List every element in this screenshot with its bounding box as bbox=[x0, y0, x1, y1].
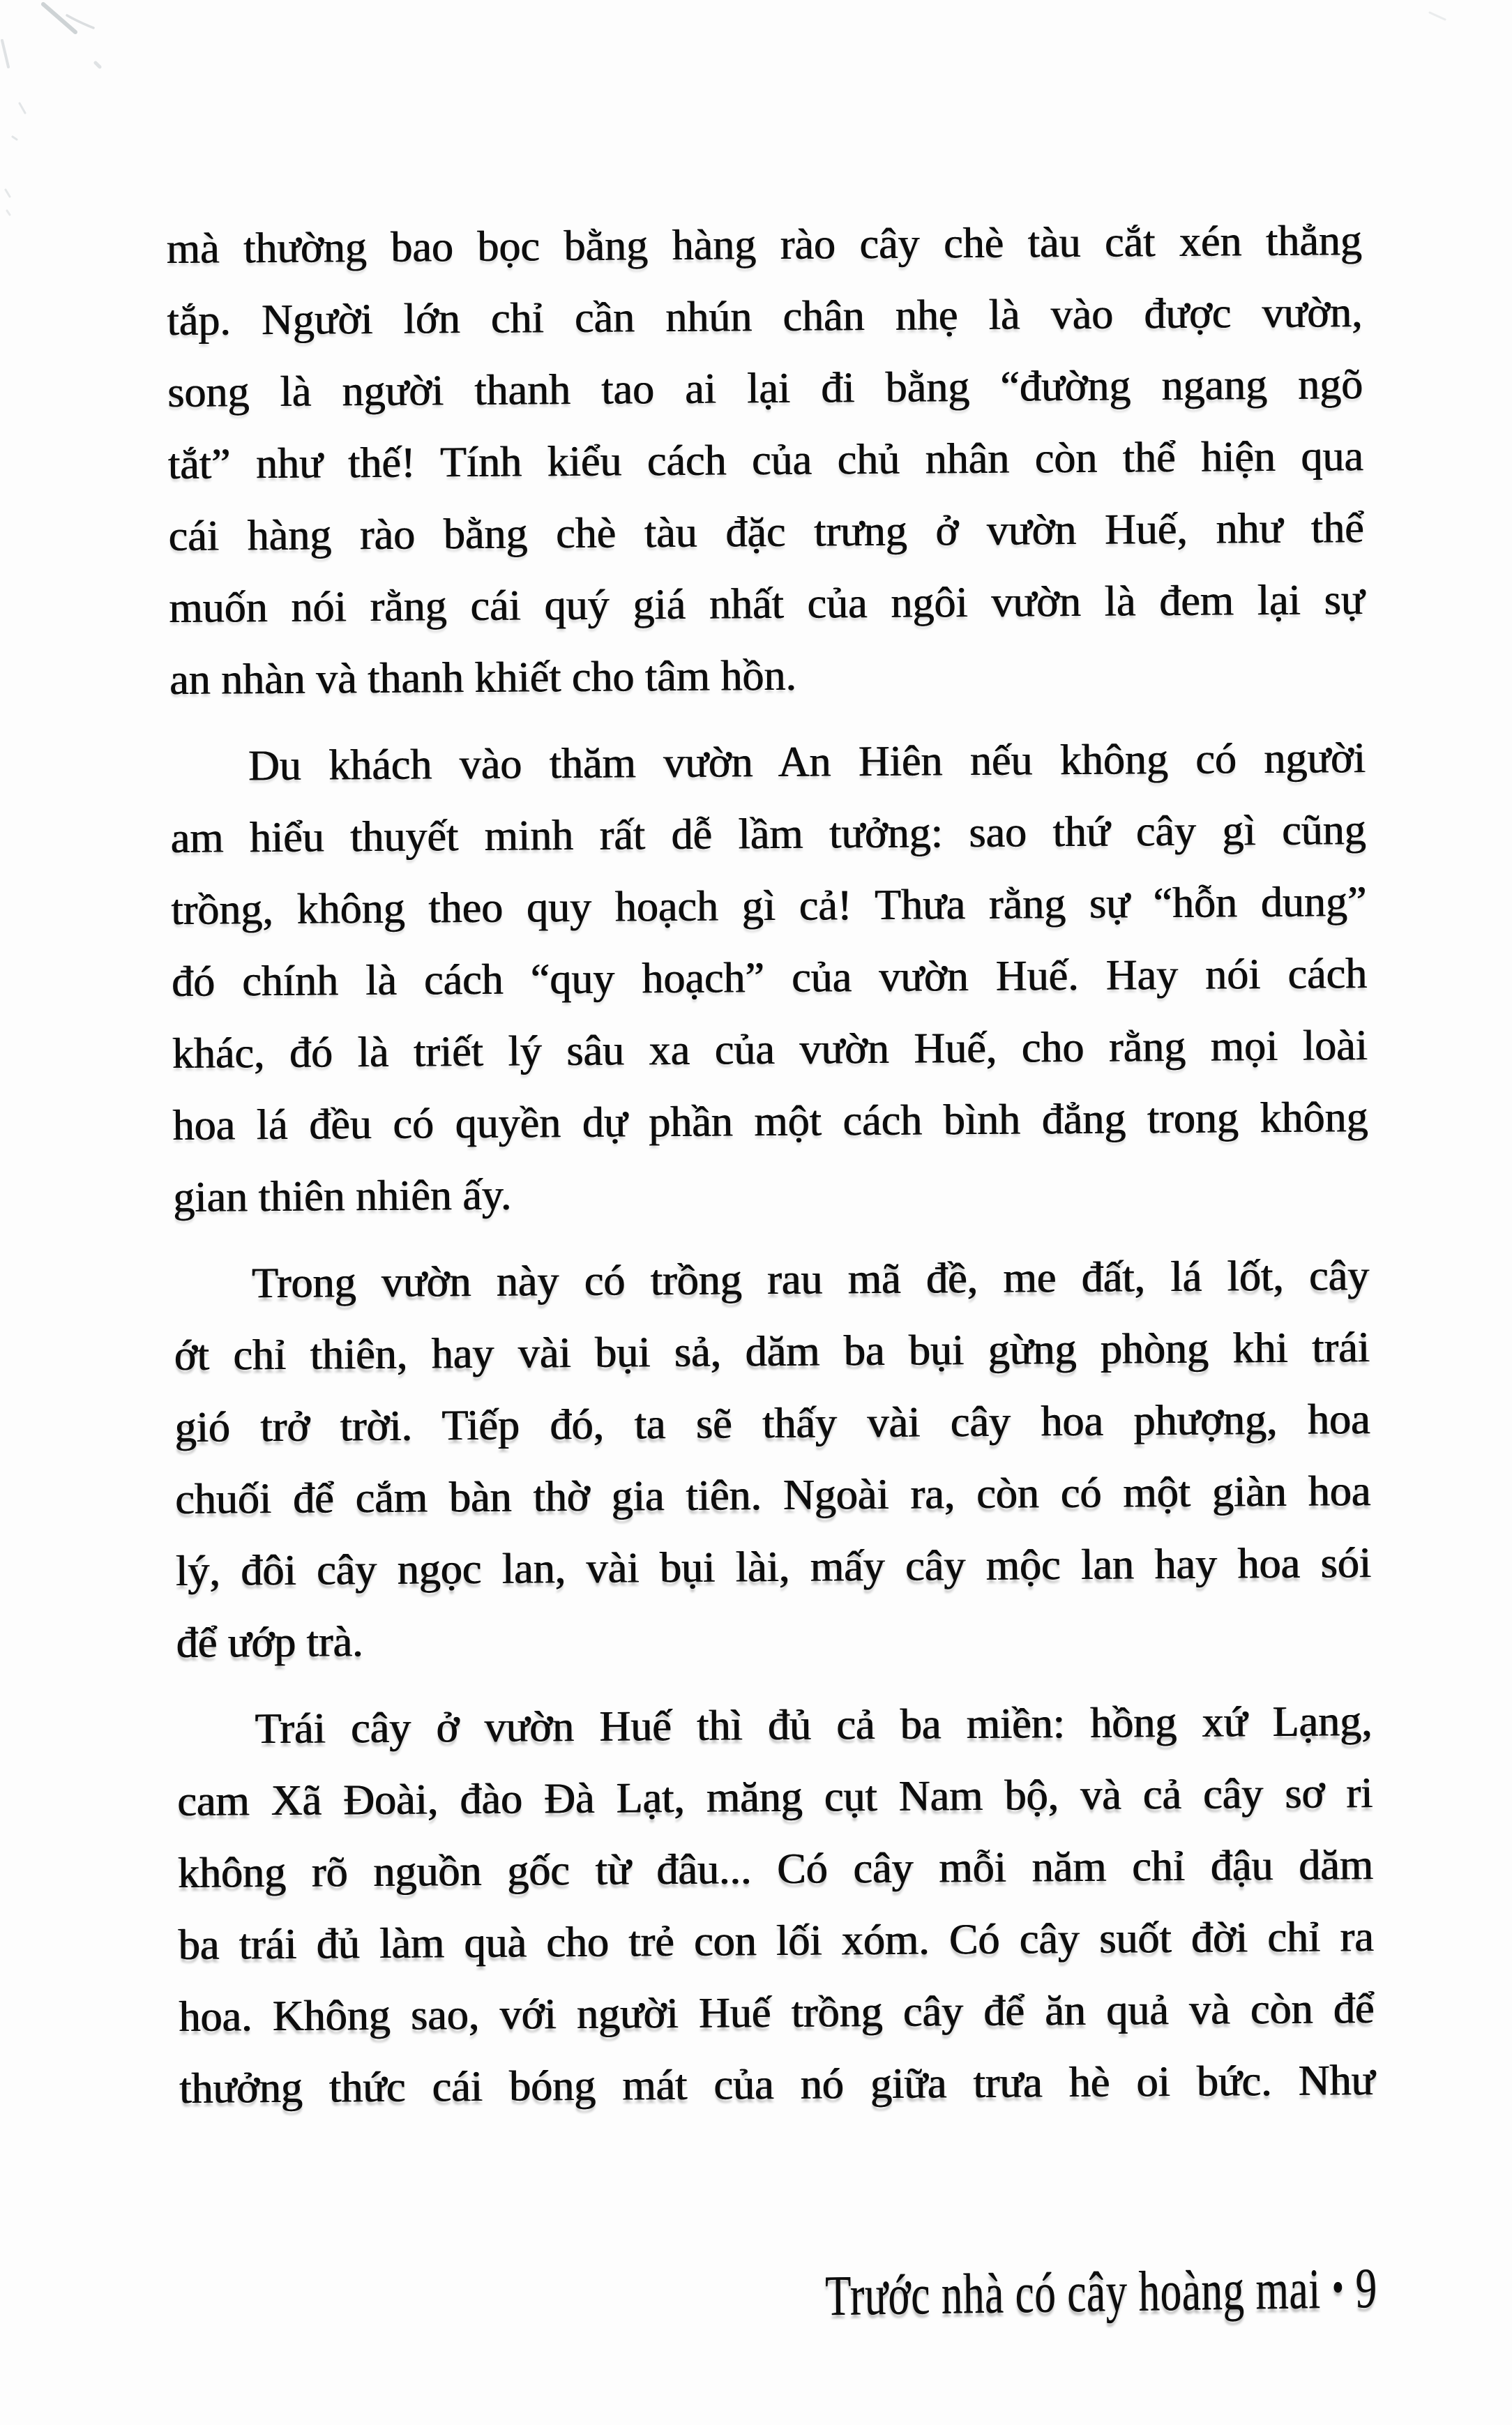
text-line: tắt” như thế! Tính kiểu cách của chủ nhân còn thể hiện qua bbox=[167, 432, 1364, 489]
text-line: ớt chỉ thiên, hay vài bụi sả, dăm ba bụi gừng phòng khi trái bbox=[174, 1324, 1370, 1380]
text-line: ba trái đủ làm quà cho trẻ con lối xóm. Có cây suốt đời chỉ ra bbox=[178, 1912, 1374, 1969]
text-line: am hiểu thuyết minh rất dễ lầm tưởng: sao thứ cây gì cũng bbox=[170, 806, 1366, 862]
text-line: cái hàng rào bằng chè tàu đặc trưng ở vườn Huế, như thể bbox=[168, 504, 1364, 561]
text-line: tắp. Người lớn chỉ cần nhún chân nhẹ là vào được vườn, bbox=[167, 289, 1363, 345]
text-line: đó chính là cách “quy hoạch” của vườn Huế. Hay nói cách bbox=[171, 950, 1368, 1006]
running-footer bbox=[825, 2257, 1377, 2327]
page-number: 9 bbox=[1355, 2256, 1378, 2320]
paragraph bbox=[176, 1686, 1375, 2125]
bullet-separator-icon: • bbox=[1332, 2262, 1345, 2312]
text-line: hoa. Không sao, với người Huế trồng cây để ăn quả và còn để bbox=[179, 1984, 1375, 2041]
text-line: khác, đó là triết lý sâu xa của vườn Huế, cho rằng mọi loài bbox=[172, 1022, 1368, 1078]
text-line: chuối để cắm bàn thờ gia tiên. Ngoài ra, còn có một giàn hoa bbox=[175, 1467, 1371, 1523]
text-line: mà thường bao bọc bằng hàng rào cây chè tàu cắt xén thẳng bbox=[166, 217, 1363, 273]
text-line: thưởng thức cái bóng mát của nó giữa trưa hè oi bức. Như bbox=[179, 2056, 1375, 2113]
text-line: cam Xã Đoài, đào Đà Lạt, măng cụt Nam bộ, và cả cây sơ ri bbox=[177, 1769, 1373, 1825]
text-line: Trái cây ở vườn Huế thì đủ cả ba miền: hồng xứ Lạng, bbox=[255, 1697, 1373, 1753]
text-line: hoa lá đều có quyền dự phần một cách bình đẳng trong không bbox=[172, 1094, 1368, 1149]
footer-book-title: Trước nhà có cây hoàng mai bbox=[825, 2257, 1322, 2328]
text-line: Trong vườn này có trồng rau mã đề, me đất, lá lốt, cây bbox=[251, 1252, 1370, 1308]
text-line: gian thiên nhiên ấy. bbox=[173, 1171, 512, 1221]
text-line: an nhàn và thanh khiết cho tâm hồn. bbox=[169, 651, 797, 704]
text-line: muốn nói rằng cái quý giá nhất của ngôi vườn là đem lại sự bbox=[169, 576, 1365, 633]
text-line: lý, đôi cây ngọc lan, vài bụi lài, mấy cây mộc lan hay hoa sói bbox=[175, 1539, 1372, 1595]
text-line: trồng, không theo quy hoạch gì cả! Thưa rằng sự “hỗn dung” bbox=[171, 878, 1367, 934]
text-line: gió trở trời. Tiếp đó, ta sẽ thấy vài cây hoa phượng, hoa bbox=[174, 1396, 1370, 1451]
text-line: Du khách vào thăm vườn An Hiên nếu không có người bbox=[248, 734, 1366, 790]
text-line: để ướp trà. bbox=[176, 1618, 363, 1667]
paragraph bbox=[174, 1240, 1372, 1679]
text-line: không rõ nguồn gốc từ đâu... Có cây mỗi năm chỉ đậu dăm bbox=[177, 1841, 1374, 1897]
paragraph bbox=[170, 723, 1369, 1234]
body-text bbox=[166, 205, 1375, 2125]
paragraph bbox=[166, 205, 1365, 716]
text-line: song là người thanh tao ai lại đi bằng “đường ngang ngõ bbox=[167, 361, 1363, 417]
